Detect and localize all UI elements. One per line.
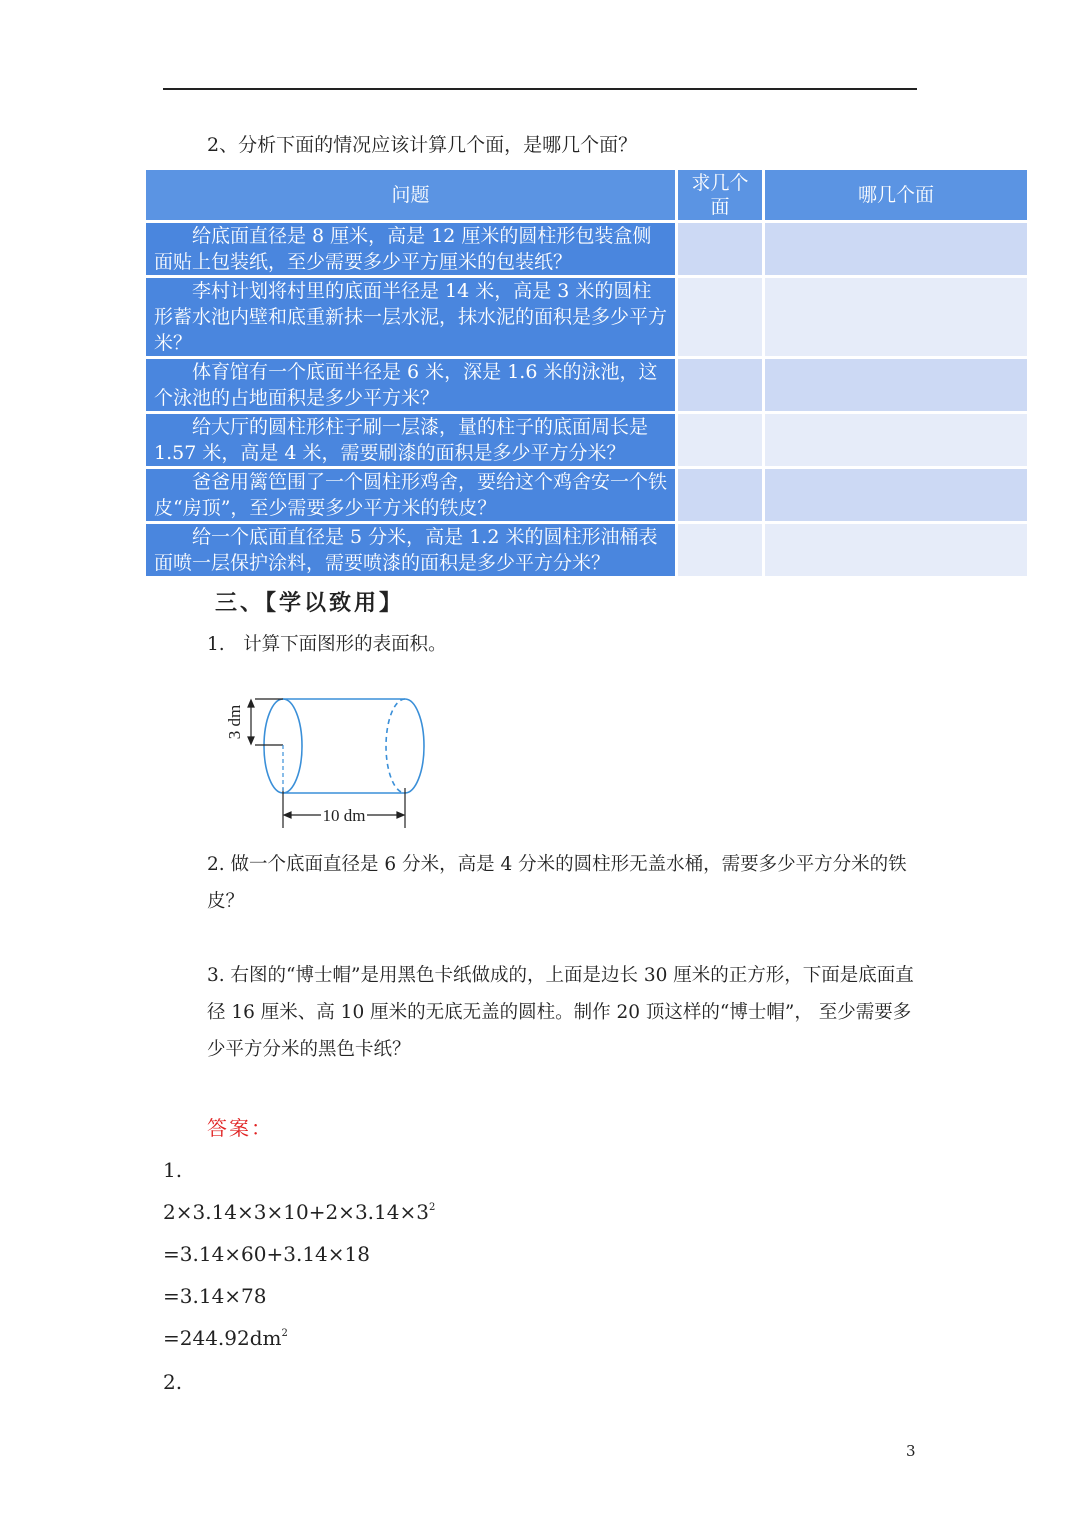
length-arrow-right — [397, 812, 404, 818]
header-question: 问题 — [146, 170, 678, 223]
section3-title: 三、【学以致用】 — [215, 590, 405, 616]
question-cell: 给一个底面直径是 5 分米，高是 1.2 米的圆柱形油桶表面喷一层保护涂料，需要喷漆的面积是多少平方分米？ — [146, 524, 678, 579]
table-row — [146, 469, 1030, 524]
count-cell — [678, 524, 765, 579]
cylinder-right-hidden-arc — [386, 699, 405, 793]
answer-line-2: =3.14×60+3.14×18 — [163, 1242, 370, 1266]
header-rule — [163, 88, 917, 90]
table-row — [146, 524, 1030, 579]
question-2: 2. 做一个底面直径是 6 分米，高是 4 分米的圆柱形无盖水桶，需要多少平方分米的铁皮？ — [207, 854, 907, 912]
which-cell — [765, 278, 1030, 359]
answer-line-4-exponent: 2 — [281, 1328, 288, 1339]
answer-line-4 — [163, 1326, 288, 1350]
answer-item-2: 2. — [163, 1370, 183, 1394]
which-cell — [765, 469, 1030, 524]
answer-line-3: =3.14×78 — [163, 1284, 267, 1308]
count-cell — [678, 223, 765, 278]
cylinder-right-front-arc — [405, 699, 424, 793]
table-header-row — [146, 170, 1030, 223]
which-cell — [765, 524, 1030, 579]
answer-line-1-text: 2×3.14×3×10+2×3.14×3 — [163, 1200, 429, 1224]
question-3: 3. 右图的“博士帽”是用黑色卡纸做成的，上面是边长 30 厘米的正方形，下面是底面直径 16 厘米、高 10 厘米的无底无盖的圆柱。制作 20 顶这样的“博士帽”， 至少需要多少平方分米的黑色卡纸？ — [207, 965, 914, 1060]
table-row — [146, 359, 1030, 414]
table-row — [146, 223, 1030, 278]
table-row — [146, 278, 1030, 359]
which-cell — [765, 359, 1030, 414]
answer-item-1: 1. — [163, 1158, 183, 1182]
cylinder-figure — [215, 688, 445, 838]
page-number: 3 — [906, 1442, 916, 1460]
analysis-table — [146, 170, 1030, 579]
header-which: 哪几个面 — [765, 170, 1030, 223]
which-cell — [765, 414, 1030, 469]
length-arrow-left — [284, 812, 291, 818]
length-label: 10 dm — [322, 806, 366, 825]
question-cell: 体育馆有一个底面半径是 6 米，深是 1.6 米的泳池，这个泳池的占地面积是多少平方米？ — [146, 359, 678, 414]
table-row — [146, 414, 1030, 469]
height-arrow-up — [248, 700, 254, 707]
answer-line-4-text: =244.92dm — [163, 1326, 282, 1350]
question-cell: 给大厅的圆柱形柱子刷一层漆，量的柱子的底面周长是 1.57 米，高是 4 米，需要刷漆的面积是多少平方分米？ — [146, 414, 678, 469]
question-cell: 给底面直径是 8 厘米，高是 12 厘米的圆柱形包装盒侧面贴上包装纸，至少需要多少平方厘米的包装纸？ — [146, 223, 678, 278]
question-cell: 李村计划将村里的底面半径是 14 米，高是 3 米的圆柱形蓄水池内壁和底重新抹一层水泥，抹水泥的面积是多少平方米？ — [146, 278, 678, 359]
answer-line-1-exponent: 2 — [428, 1202, 436, 1213]
answers-title: 答案： — [207, 1116, 273, 1140]
count-cell — [678, 414, 765, 469]
height-label: 3 dm — [225, 704, 244, 740]
which-cell — [765, 223, 1030, 278]
question-cell: 爸爸用篱笆围了一个圆柱形鸡舍，要给这个鸡舍安一个铁皮“房顶”，至少需要多少平方米的铁皮？ — [146, 469, 678, 524]
height-arrow-down — [248, 737, 254, 744]
count-cell — [678, 278, 765, 359]
question-1: 1. 计算下面图形的表面积。 — [207, 634, 447, 655]
answer-line-1 — [163, 1200, 435, 1224]
header-count: 求几个面 — [678, 170, 765, 223]
count-cell — [678, 359, 765, 414]
count-cell — [678, 469, 765, 524]
section2-title: 2、分析下面的情况应该计算几个面，是哪几个面？ — [207, 134, 638, 156]
